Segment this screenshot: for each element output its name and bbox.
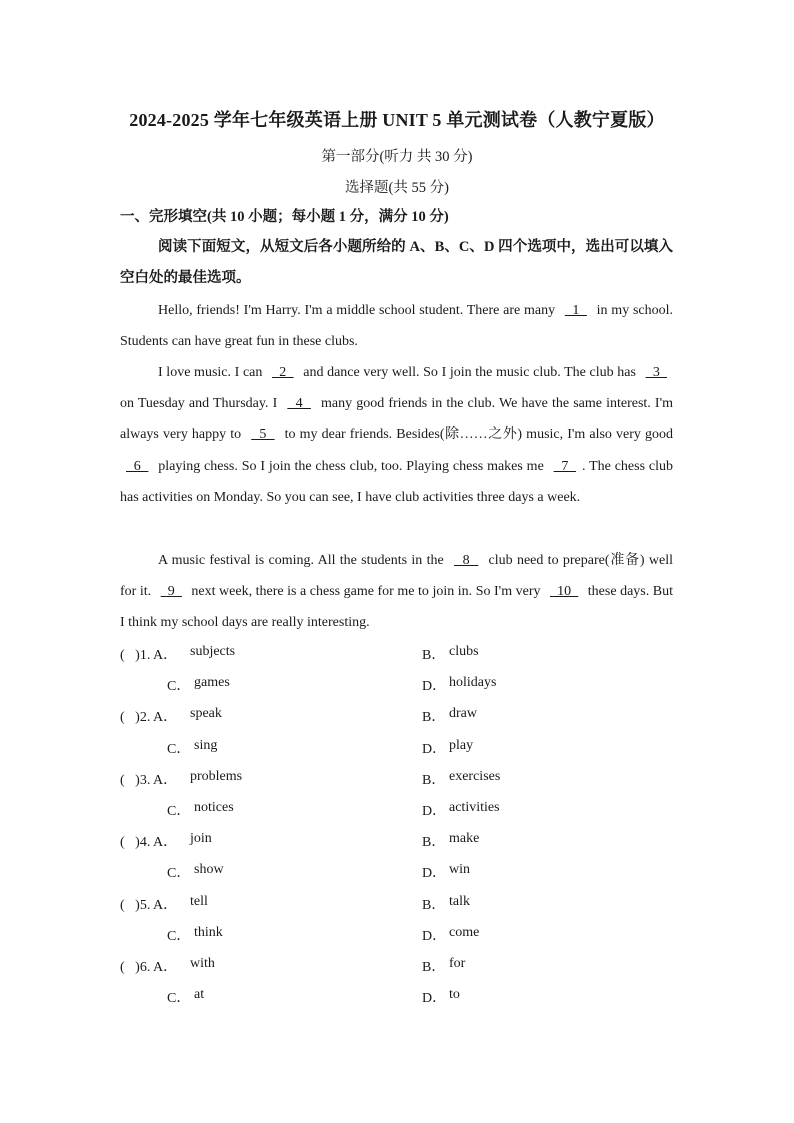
option-d-label: D．: [422, 928, 447, 944]
option-d-label: D．: [422, 679, 447, 695]
blank-1[interactable]: 1: [564, 303, 587, 318]
option-c[interactable]: games: [194, 675, 230, 691]
option-d[interactable]: win: [449, 862, 470, 878]
option-a[interactable]: join: [190, 831, 212, 847]
choice-heading: 选择题(共 55 分): [345, 180, 449, 196]
blank-9[interactable]: 9: [160, 584, 182, 600]
passage-paragraph-2: [120, 357, 673, 513]
option-d-label: D．: [422, 741, 447, 757]
option-b[interactable]: make: [449, 831, 480, 847]
option-b-label: B．: [422, 897, 446, 913]
option-d[interactable]: holidays: [449, 675, 497, 691]
passage-text: on Tuesday and Thursday. I: [120, 396, 282, 412]
passage-text: in my school. Students can have great fun in these clubs.: [120, 303, 674, 350]
option-b[interactable]: draw: [449, 706, 477, 722]
option-b[interactable]: for: [449, 956, 466, 971]
option-c-label: C．: [167, 679, 191, 695]
question-number[interactable]: ( )4. A．: [120, 835, 178, 851]
option-b[interactable]: clubs: [449, 644, 479, 659]
option-d[interactable]: play: [449, 737, 474, 753]
passage-text: next week, there is a chess game for me to join in. So I'm very: [187, 584, 545, 600]
option-c[interactable]: show: [194, 862, 224, 878]
section-one-heading: 一、完形填空(共 10 小题；每小题 1 分，满分 10 分): [120, 209, 449, 225]
option-b-label: B．: [422, 772, 446, 788]
option-b[interactable]: exercises: [449, 768, 501, 784]
option-c[interactable]: at: [194, 987, 205, 1003]
option-c-label: C．: [167, 991, 191, 1007]
passage-text: Hello, friends! I'm Harry. I'm a middle school student. There are many: [158, 303, 559, 318]
option-c[interactable]: notices: [194, 800, 234, 815]
blank-3[interactable]: 3: [645, 365, 668, 380]
option-d-label: D．: [422, 866, 447, 882]
option-d-label: D．: [422, 991, 447, 1007]
passage-text: and dance very well. So I join the music club. The club has: [299, 365, 640, 380]
question-number[interactable]: ( )5. A．: [120, 897, 178, 913]
passage-text: . The chess club has activities on Monday. So you can see, I have club activities three days a week.: [120, 458, 673, 505]
blank-2[interactable]: 2: [272, 365, 294, 380]
option-c-label: C．: [167, 741, 191, 757]
passage-text: many good friends in the club. We have the same interest. I'm always very happy to: [120, 396, 673, 443]
option-a[interactable]: tell: [190, 893, 208, 909]
blank-6[interactable]: 6: [126, 458, 149, 474]
option-c-label: C．: [167, 928, 191, 944]
option-a[interactable]: problems: [190, 768, 243, 784]
option-a[interactable]: with: [190, 956, 215, 971]
passage-text: club need to prepare(准备) well for it.: [120, 553, 674, 600]
option-a[interactable]: speak: [190, 706, 222, 722]
blank-4[interactable]: 4: [287, 396, 311, 412]
passage-paragraph-1: [120, 295, 673, 357]
part-one-heading: 第一部分(听力 共 30 分): [321, 149, 473, 165]
option-c-label: C．: [167, 866, 191, 882]
instruction-text: 阅读下面短文，从短文后各小题所给的 A、B、C、D 四个选项中，选出可以填入空白处的最佳选项。: [120, 239, 673, 287]
question-number[interactable]: ( )3. A．: [120, 772, 178, 788]
option-c[interactable]: sing: [194, 737, 218, 753]
passage-text: playing chess. So I join the chess club, too. Playing chess makes me: [154, 458, 548, 474]
option-b-label: B．: [422, 960, 446, 975]
passage-text: I love music. I can: [158, 365, 267, 380]
question-number[interactable]: ( )6. A．: [120, 960, 178, 975]
option-b-label: B．: [422, 835, 446, 851]
option-b[interactable]: talk: [449, 893, 470, 909]
option-d[interactable]: come: [449, 924, 480, 940]
option-d[interactable]: to: [449, 987, 460, 1003]
option-a[interactable]: subjects: [190, 644, 236, 659]
option-d-label: D．: [422, 804, 447, 819]
option-c-label: C．: [167, 804, 191, 819]
option-c[interactable]: think: [194, 924, 223, 940]
passage-text: these days. But I think my school days are really interesting.: [120, 584, 674, 631]
blank-10[interactable]: 10: [550, 584, 579, 600]
passage-text: A music festival is coming. All the students in the: [158, 553, 448, 568]
option-b-label: B．: [422, 710, 446, 726]
blank-5[interactable]: 5: [251, 427, 275, 443]
question-number[interactable]: ( )2. A．: [120, 710, 178, 726]
page-title: 2024-2025 学年七年级英语上册 UNIT 5 单元测试卷（人教宁夏版）: [129, 110, 665, 130]
option-d[interactable]: activities: [449, 800, 500, 815]
passage-paragraph-3: [120, 545, 673, 639]
blank-8[interactable]: 8: [454, 553, 479, 568]
option-b-label: B．: [422, 648, 446, 663]
question-number[interactable]: ( )1. A．: [120, 648, 178, 663]
blank-7[interactable]: 7: [553, 458, 577, 474]
passage-text: to my dear friends. Besides(除……之外) music, I'm also very good: [280, 427, 673, 443]
